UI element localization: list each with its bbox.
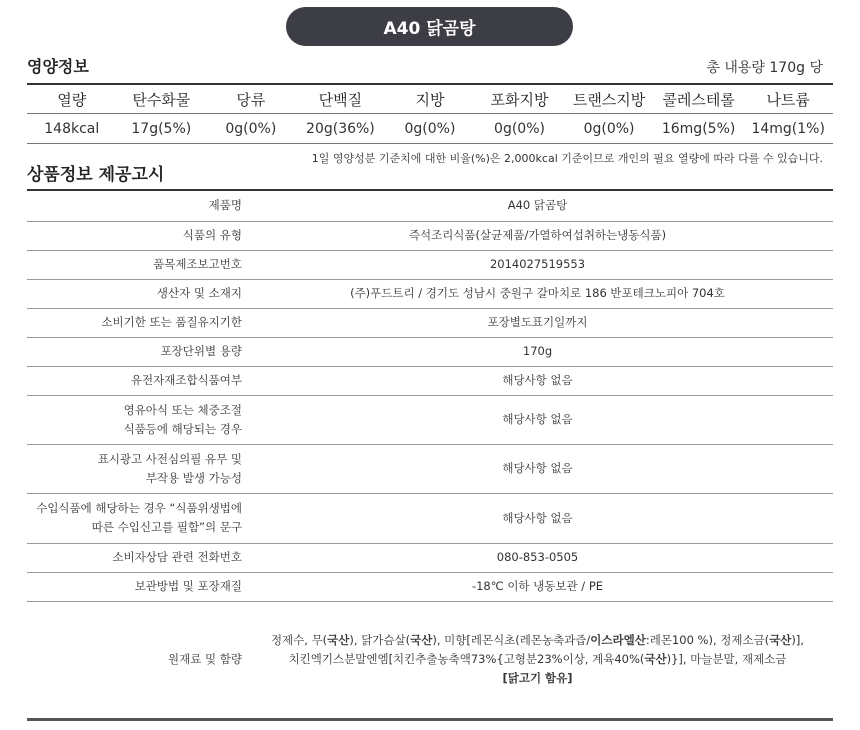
row-label: 포장단위별 용량 (27, 337, 242, 366)
nutrient-value: 20g(36%) (296, 114, 386, 144)
nutrient-header: 지방 (385, 84, 475, 114)
nutrition-value-row (27, 114, 833, 144)
table-row (27, 190, 833, 221)
row-label: 유전자재조합식품여부 (27, 366, 242, 395)
row-label (27, 395, 242, 444)
nutrient-header: 트랜스지방 (564, 84, 654, 114)
table-row (27, 395, 833, 444)
product-title: A40 닭곰탕 (383, 19, 476, 39)
nutrient-value: 0g(0%) (385, 114, 475, 144)
nutrient-value: 148kcal (27, 114, 117, 144)
row-label: 품목제조보고번호 (27, 250, 242, 279)
row-label-line: 수입식품에 해당하는 경우 “식품위생법에 (36, 501, 242, 515)
row-label-line: 따른 수입신고를 필함”의 문구 (91, 520, 242, 534)
ingredients-line-2: 치킨엑기스분말엔엠[치킨추출농축액73%{고형분23%이상, 계육40%(국산)}], 마늘분말, 재제소금 (288, 652, 787, 666)
table-row (27, 444, 833, 493)
nutrient-header: 콜레스테롤 (654, 84, 744, 114)
row-label (27, 493, 242, 543)
row-label: 소비기한 또는 품질유지기한 (27, 308, 242, 337)
ingredients-line-1: 정제수, 무(국산), 닭가슴살(국산), 미향[레몬식초(레몬농축과즙/이스라엘산:레몬100 %), 정제소금(국산)], (270, 633, 805, 647)
nutrition-heading: 영양정보 (27, 57, 89, 76)
nutrient-value: 0g(0%) (564, 114, 654, 144)
table-row (27, 337, 833, 366)
nutrient-header: 당류 (206, 84, 296, 114)
table-row (27, 308, 833, 337)
nutrient-header: 포화지방 (475, 84, 565, 114)
product-info-table (27, 189, 833, 721)
row-label-line: 부작용 발생 가능성 (145, 470, 242, 485)
nutrient-value: 14mg(1%) (743, 114, 833, 144)
table-row (27, 366, 833, 395)
product-info-heading: 상품정보 제공고시 (27, 165, 165, 185)
row-value: A40 닭곰탕 (242, 190, 833, 221)
row-label-line: 식품등에 해당되는 경우 (123, 421, 242, 436)
row-value: 170g (242, 337, 833, 366)
row-value: 해당사항 없음 (242, 366, 833, 395)
nutrition-serving: 총 내용량 170g 당 (706, 60, 823, 76)
nutrition-note: 1일 영양성분 기준치에 대한 비율(%)은 2,000kcal 기준이므로 개인의 필요 열량에 따라 다를 수 있습니다. (311, 152, 823, 165)
nutrient-value: 17g(5%) (117, 114, 207, 144)
row-label: 생산자 및 소재지 (27, 279, 242, 308)
row-label (27, 444, 242, 493)
nutrient-header: 단백질 (296, 84, 386, 114)
table-row (27, 572, 833, 601)
row-value: (주)푸드트리 / 경기도 성남시 중원구 갈마치로 186 반포테크노피아 704호 (242, 279, 833, 308)
row-value: -18℃ 이하 냉동보관 / PE (242, 572, 833, 601)
row-value: 해당사항 없음 (242, 395, 833, 444)
product-title-banner (286, 7, 573, 46)
row-value: 080-853-0505 (242, 543, 833, 572)
row-value: 포장별도표기일까지 (242, 308, 833, 337)
row-value: 2014027519553 (242, 250, 833, 279)
table-row (27, 543, 833, 572)
nutrient-value: 0g(0%) (475, 114, 565, 144)
row-label: 소비자상담 관련 전화번호 (27, 543, 242, 572)
row-value: 해당사항 없음 (242, 444, 833, 493)
nutrient-header: 탄수화물 (117, 84, 207, 114)
row-label: 식품의 유형 (27, 221, 242, 250)
table-row (27, 221, 833, 250)
row-label-line: 표시광고 사전심의필 유무 및 (97, 451, 242, 466)
table-row (27, 279, 833, 308)
row-label-line: 영유아식 또는 체중조절 (123, 402, 242, 417)
row-label: 보관방법 및 포장재질 (27, 572, 242, 601)
table-row (27, 250, 833, 279)
table-row (27, 493, 833, 543)
nutrition-table (27, 83, 833, 144)
ingredients-value (242, 601, 833, 719)
row-label: 원재료 및 함량 (27, 601, 242, 719)
row-label: 제품명 (27, 190, 242, 221)
nutrient-value: 0g(0%) (206, 114, 296, 144)
row-value: 해당사항 없음 (242, 493, 833, 543)
nutrient-header: 열량 (27, 84, 117, 114)
nutrient-header: 나트륨 (743, 84, 833, 114)
table-row-ingredients (27, 601, 833, 719)
nutrition-header-row (27, 84, 833, 114)
nutrient-value: 16mg(5%) (654, 114, 744, 144)
row-value: 즉석조리식품(살균제품/가열하여섭취하는냉동식품) (242, 221, 833, 250)
allergen-note: [닭고기 함유] (502, 671, 573, 685)
